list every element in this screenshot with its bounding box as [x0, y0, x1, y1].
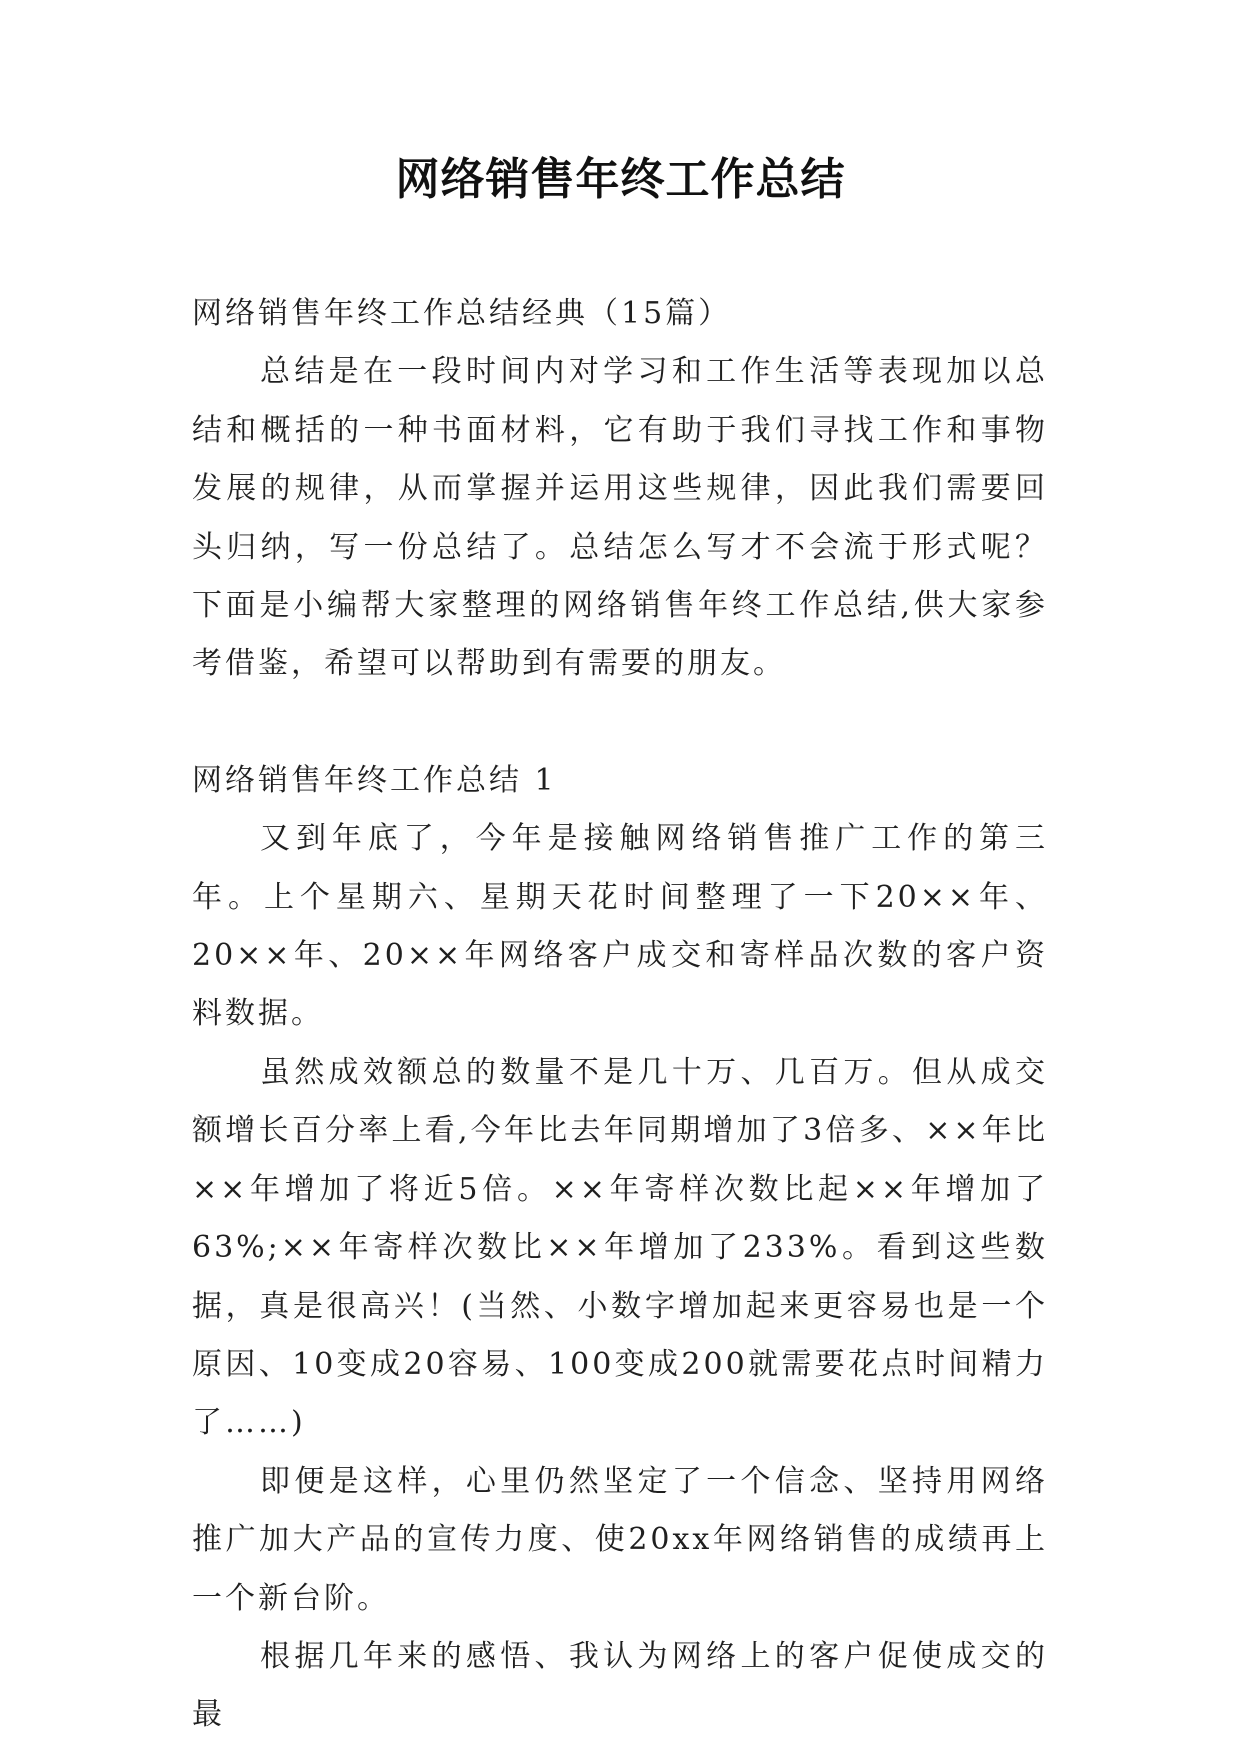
- intro-paragraph: 总结是在一段时间内对学习和工作生活等表现加以总结和概括的一种书面材料，它有助于我们寻找工作和事物发展的规律，从而掌握并运用这些规律，因此我们需要回头归纳，写一份总结了。总结怎么写才不会流于形式呢？下面是小编帮大家整理的网络销售年终工作总结,供大家参考借鉴，希望可以帮助到有需要的朋友。: [192, 354, 1048, 682]
- body-paragraph: 又到年底了，今年是接触网络销售推广工作的第三年。上个星期六、星期天花时间整理了一下20××年、20××年、20××年网络客户成交和寄样品次数的客户资料数据。: [192, 821, 1048, 1032]
- document-body: [192, 285, 1048, 1745]
- section-heading: 网络销售年终工作总结 1: [192, 762, 557, 798]
- body-paragraph: 根据几年来的感悟、我认为网络上的客户促使成交的最: [192, 1638, 1048, 1733]
- body-paragraph: 虽然成效额总的数量不是几十万、几百万。但从成交额增长百分率上看,今年比去年同期增加了3倍多、××年比××年增加了将近5倍。××年寄样次数比起××年增加了63%;××年寄样次数比××年增加了233%。看到这些数据，真是很高兴！(当然、小数字增加起来更容易也是一个原因、10变成20容易、100变成200就需要花点时间精力了……): [192, 1054, 1048, 1441]
- document-subtitle: 网络销售年终工作总结经典（15篇）: [192, 296, 732, 331]
- body-paragraph: 即便是这样，心里仍然坚定了一个信念、坚持用网络推广加大产品的宣传力度、使20xx年网络销售的成绩再上一个新台阶。: [192, 1463, 1048, 1616]
- document-title: 网络销售年终工作总结: [395, 154, 846, 205]
- section-spacer: [192, 694, 1048, 752]
